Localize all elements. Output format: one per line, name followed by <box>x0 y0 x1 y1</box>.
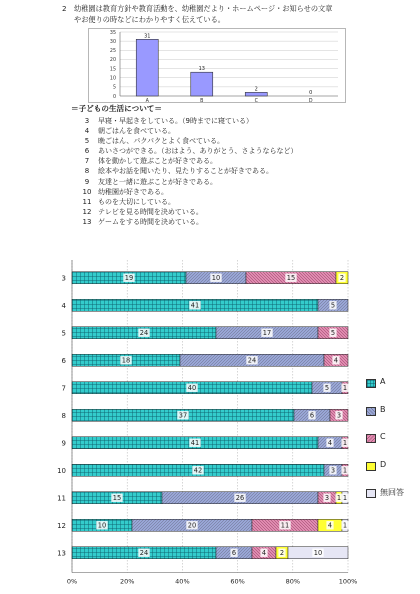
y-tick-label: 20 <box>109 58 116 64</box>
question-item-number: 10 <box>82 187 92 196</box>
question-item-number: 13 <box>82 217 92 226</box>
data-label: 24 <box>247 356 257 365</box>
data-label: 42 <box>193 466 203 475</box>
data-label: 5 <box>324 384 330 393</box>
data-label: 5 <box>330 329 336 338</box>
data-label: 1 <box>342 494 348 503</box>
legend-swatch <box>366 379 376 388</box>
data-label: 41 <box>190 439 200 448</box>
question-2-line-1: 幼稚園は教育方針や教育活動を、幼稚園だより・ホームページ・お知らせの文章 <box>74 4 333 13</box>
question-item-number: 3 <box>84 117 90 125</box>
data-label: 4 <box>327 439 333 448</box>
data-label: 6 <box>231 549 237 558</box>
data-label: 24 <box>139 329 149 338</box>
legend-label: C <box>380 432 386 441</box>
question-item-number: 7 <box>84 157 90 166</box>
question-item-number: 11 <box>82 197 92 206</box>
data-label: 24 <box>139 549 149 558</box>
legend-swatch <box>366 462 376 471</box>
y-tick-label: 30 <box>109 39 116 45</box>
legend-label: B <box>380 404 386 414</box>
data-label: 37 <box>178 411 188 420</box>
question-2-line-2: やお便りの時などにわかりやすく伝えている。 <box>74 15 225 24</box>
data-label: 10 <box>211 274 221 283</box>
question-item-number: 4 <box>84 127 90 136</box>
question-item-text: 体を動かして遊ぶことが好きである。 <box>98 157 217 166</box>
data-label: 4 <box>261 549 267 558</box>
bar-value-label: 31 <box>144 33 151 40</box>
question-item-number: 5 <box>84 137 90 146</box>
data-label: 1 <box>342 521 348 530</box>
legend-swatch <box>366 434 376 443</box>
data-label: 15 <box>112 494 122 503</box>
x-tick-label: 60% <box>230 577 245 586</box>
y-tick-label: 10 <box>109 76 116 82</box>
x-tick-label: 100% <box>338 577 358 586</box>
x-tick-label: 40% <box>175 577 190 586</box>
data-label: 2 <box>279 549 285 558</box>
data-label: 26 <box>235 494 245 503</box>
legend-swatch <box>366 407 376 416</box>
data-label: 20 <box>187 521 197 530</box>
y-tick-label: 15 <box>109 67 116 73</box>
y-category-label: 13 <box>57 549 66 558</box>
section-title: ＝子どもの生活について＝ <box>71 104 162 113</box>
question-item-number: 8 <box>84 167 90 176</box>
data-label: 1 <box>342 466 348 475</box>
data-label: 10 <box>313 549 323 558</box>
data-label: 41 <box>190 301 200 310</box>
y-category-label: 9 <box>61 439 66 448</box>
y-tick-label: 5 <box>112 85 116 91</box>
x-tick-label: 0% <box>66 577 78 586</box>
bar-value-label: 2 <box>254 86 258 93</box>
y-tick-label: 0 <box>112 94 116 100</box>
question-item-text: 朝ごはんを食べている。 <box>98 127 175 136</box>
x-category-label: A <box>145 99 149 104</box>
y-category-label: 3 <box>61 274 66 283</box>
question-item-text: テレビを見る時間を決めている。 <box>98 207 203 216</box>
bar-value-label: 0 <box>309 90 313 96</box>
legend-swatch <box>366 489 376 498</box>
legend-label: D <box>380 459 387 469</box>
data-label: 11 <box>280 521 290 530</box>
question-item-text: 早寝・早起きをしている。（9時までに寝ている） <box>98 117 253 125</box>
data-label: 4 <box>333 356 339 365</box>
question-item-number: 6 <box>84 147 90 156</box>
legend-label: A <box>380 377 386 386</box>
y-category-label: 11 <box>57 494 66 503</box>
data-label: 1 <box>342 439 348 448</box>
x-category-label: B <box>200 99 204 104</box>
question-2-number: 2 <box>62 4 67 13</box>
data-label: 19 <box>124 274 134 283</box>
bar-value-label: 13 <box>198 66 205 73</box>
data-label: 3 <box>330 466 336 475</box>
data-label: 4 <box>327 521 333 530</box>
question-item-text: 絵本やお話を聞いたり、見たりすることが好きである。 <box>98 167 273 176</box>
question-item-text: 友達と一緒に遊ぶことが好きである。 <box>98 177 217 186</box>
question-item-text: 幼稚園が好きである。 <box>98 187 168 196</box>
question-item-text: 晩ごはん、パクパクとよく食べている。 <box>98 137 224 146</box>
y-category-label: 8 <box>61 411 66 420</box>
data-label: 5 <box>330 301 336 310</box>
data-label: 40 <box>187 384 197 393</box>
y-category-label: 10 <box>57 466 66 475</box>
question-item-text: あいさつができる。（おはよう、ありがとう、さようならなど） <box>98 147 298 156</box>
x-tick-label: 80% <box>285 577 301 586</box>
y-category-label: 12 <box>57 521 66 530</box>
data-label: 17 <box>262 329 272 338</box>
question-item-number: 9 <box>84 177 90 186</box>
data-label: 2 <box>339 274 345 283</box>
question-item-number: 12 <box>82 207 92 216</box>
y-category-label: 5 <box>61 329 66 338</box>
y-tick-label: 25 <box>109 49 116 55</box>
data-label: 3 <box>324 494 330 503</box>
data-label: 15 <box>286 274 296 283</box>
legend-label: 無回答 <box>380 488 404 497</box>
question-item-text: ものを大切にしている。 <box>98 197 175 206</box>
data-label: 18 <box>121 356 131 365</box>
y-category-label: 7 <box>61 384 66 393</box>
x-category-label: D <box>308 99 313 104</box>
question-item-text: ゲームをする時間を決めている。 <box>98 217 203 226</box>
data-label: 10 <box>97 521 107 530</box>
y-category-label: 6 <box>61 356 66 365</box>
y-tick-label: 35 <box>109 30 116 36</box>
data-label: 6 <box>309 411 315 420</box>
data-label: 1 <box>342 384 348 393</box>
y-category-label: 4 <box>61 301 66 310</box>
x-category-label: C <box>254 99 258 104</box>
data-label: 1 <box>336 494 342 503</box>
x-tick-label: 20% <box>119 577 135 586</box>
data-label: 3 <box>336 411 342 420</box>
